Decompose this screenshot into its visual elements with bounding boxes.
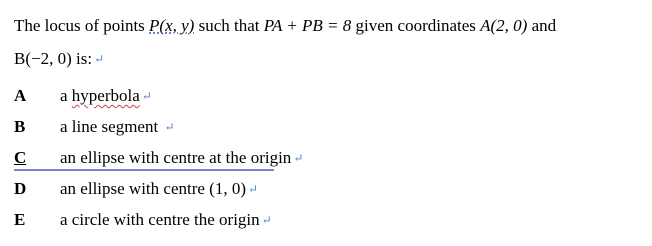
coordinate-b-text: B(−2, 0) is: <box>14 49 93 68</box>
point-label: P(x, y) <box>149 16 195 35</box>
paragraph-mark-icon: ↵ <box>164 120 175 134</box>
question-line-1 <box>14 16 556 36</box>
option-letter: B <box>14 117 26 136</box>
correct-answer-underline <box>14 169 274 171</box>
paragraph-mark-icon: ↵ <box>293 151 304 165</box>
option-letter: A <box>14 86 27 105</box>
paragraph-mark-icon: ↵ <box>141 89 152 103</box>
option-text: a hyperbola ↵ <box>60 86 152 105</box>
question-prefix: The locus of points <box>14 16 150 35</box>
question-line-2 <box>14 49 104 69</box>
option-letter: D <box>14 179 27 198</box>
option-text: an ellipse with centre at the origin ↵ <box>60 148 304 167</box>
question-suffix: given coordinates <box>351 16 481 35</box>
paragraph-mark-icon: ↵ <box>248 182 259 196</box>
option-letter: C <box>14 148 27 167</box>
option-letter: E <box>14 210 26 229</box>
and-text: and <box>527 16 557 35</box>
question-middle: such that <box>194 16 264 35</box>
paragraph-mark-icon: ↵ <box>261 213 272 227</box>
spellcheck-word: hyperbola <box>71 86 140 105</box>
option-text: an ellipse with centre (1, 0) ↵ <box>60 179 259 198</box>
option-text: a line segment ↵ <box>60 117 175 136</box>
coordinate-a: A(2, 0) <box>480 16 528 35</box>
option-text: a circle with centre the origin ↵ <box>60 210 272 229</box>
paragraph-mark-icon: ↵ <box>94 52 105 66</box>
equation: PA + PB = 8 <box>263 16 352 35</box>
